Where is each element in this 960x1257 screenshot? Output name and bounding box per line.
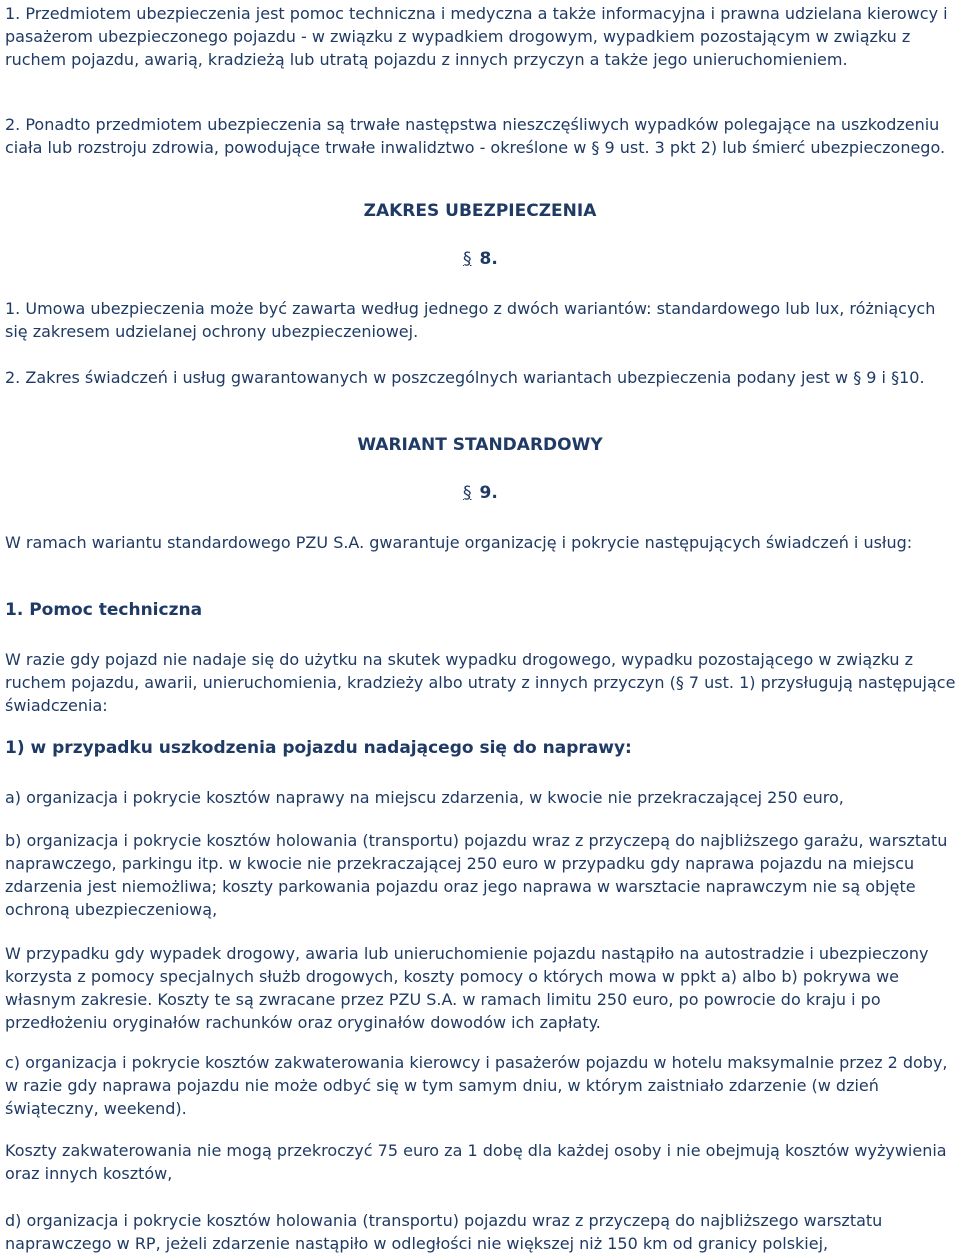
paragraph-item-d: d) organizacja i pokrycie kosztów holowania (transportu) pojazdu wraz z przyczepą do najbliższego warsztatu naprawczego w RP, jeżeli zdarzenie nastąpiło w odległości nie większej niż 150 km od granicy polskiej, bbox=[5, 1211, 883, 1253]
section-mark-9: § bbox=[463, 483, 472, 503]
section-mark-8: § bbox=[463, 249, 472, 269]
paragraph-accommodation-cost: Koszty zakwaterowania nie mogą przekroczyć 75 euro za 1 dobę dla każdej osoby i nie obejmują kosztów wyżywienia oraz innych kosztów, bbox=[5, 1141, 947, 1183]
paragraph-technical-help: W razie gdy pojazd nie nadaje się do użytku na skutek wypadku drogowego, wypadku pozostającego w związku z ruchem pojazdu, awarii, unieruchomienia, kradzieży albo utraty z innych przyczyn (§ 7 ust. 1) przysługują następujące świadczenia: bbox=[5, 650, 956, 715]
paragraph-standard-intro: W ramach wariantu standardowego PZU S.A. gwarantuje organizację i pokrycie następujących świadczeń i usług: bbox=[5, 533, 913, 552]
paragraph-consequences: 2. Ponadto przedmiotem ubezpieczenia są trwałe następstwa nieszczęśliwych wypadków polegające na uszkodzeniu ciała lub rozstroju zdrowia, powodujące trwałe inwalidztwo - określone w § 9 ust. 3 pkt 2) lub śmierć ubezpieczonego. bbox=[5, 115, 946, 157]
heading-wariant-standardowy: WARIANT STANDARDOWY bbox=[357, 435, 603, 455]
heading-pomoc-techniczna: 1. Pomoc techniczna bbox=[5, 600, 203, 620]
paragraph-item-b: b) organizacja i pokrycie kosztów holowania (transportu) pojazdu wraz z przyczepą do najbliższego garażu, warsztatu naprawczego, parkingu itp. w kwocie nie przekraczającej 250 euro w przypadku gdy naprawa pojazdu na miejscu zdarzenia jest niemożliwa; koszty parkowania pojazdu oraz jego naprawa w warsztacie naprawczym nie są objęte ochroną ubezpieczeniową, bbox=[5, 831, 948, 919]
section-8-heading bbox=[463, 248, 498, 271]
paragraph-subject: 1. Przedmiotem ubezpieczenia jest pomoc techniczna i medyczna a także informacyjna i prawna udzielana kierowcy i pasażerom ubezpieczonego pojazdu - w związku z wypadkiem drogowym, wypadkiem pozostającym w związku z ruchem pojazdu, awarią, kradzieżą lub utratą pojazdu z innych przyczyn a także jego unieruchomieniem. bbox=[5, 4, 948, 69]
paragraph-variants: 1. Umowa ubezpieczenia może być zawarta według jednego z dwóch wariantów: standardowego lub lux, różniących się zakresem udzielanej ochrony ubezpieczeniowej. bbox=[5, 299, 936, 341]
paragraph-item-a: a) organizacja i pokrycie kosztów naprawy na miejscu zdarzenia, w kwocie nie przekraczającej 250 euro, bbox=[5, 788, 844, 807]
heading-zakres-ubezpieczenia: ZAKRES UBEZPIECZENIA bbox=[363, 201, 597, 221]
paragraph-scope: 2. Zakres świadczeń i usług gwarantowanych w poszczególnych wariantach ubezpieczenia podany jest w § 9 i §10. bbox=[5, 368, 925, 387]
section-9-heading bbox=[463, 482, 498, 505]
paragraph-motorway: W przypadku gdy wypadek drogowy, awaria lub unieruchomienie pojazdu nastąpiło na autostradzie i ubezpieczony korzysta z pomocy specjalnych służb drogowych, koszty pomocy o których mowa w ppkt a) albo b) pokrywa we własnym zakresie. Koszty te są zwracane przez PZU S.A. w ramach limitu 250 euro, po powrocie do kraju i po przedłożeniu oryginałów rachunków oraz oryginałów dowodów ich zapłaty. bbox=[5, 944, 929, 1032]
section-number-9: 9. bbox=[479, 483, 498, 503]
heading-repairable-vehicle: 1) w przypadku uszkodzenia pojazdu nadającego się do naprawy: bbox=[5, 738, 632, 758]
section-number-8: 8. bbox=[479, 249, 498, 269]
paragraph-item-c: c) organizacja i pokrycie kosztów zakwaterowania kierowcy i pasażerów pojazdu w hotelu maksymalnie przez 2 doby, w razie gdy naprawa pojazdu nie może odbyć się w tym samym dniu, w którym zaistniało zdarzenie (w dzień świąteczny, weekend). bbox=[5, 1053, 948, 1118]
